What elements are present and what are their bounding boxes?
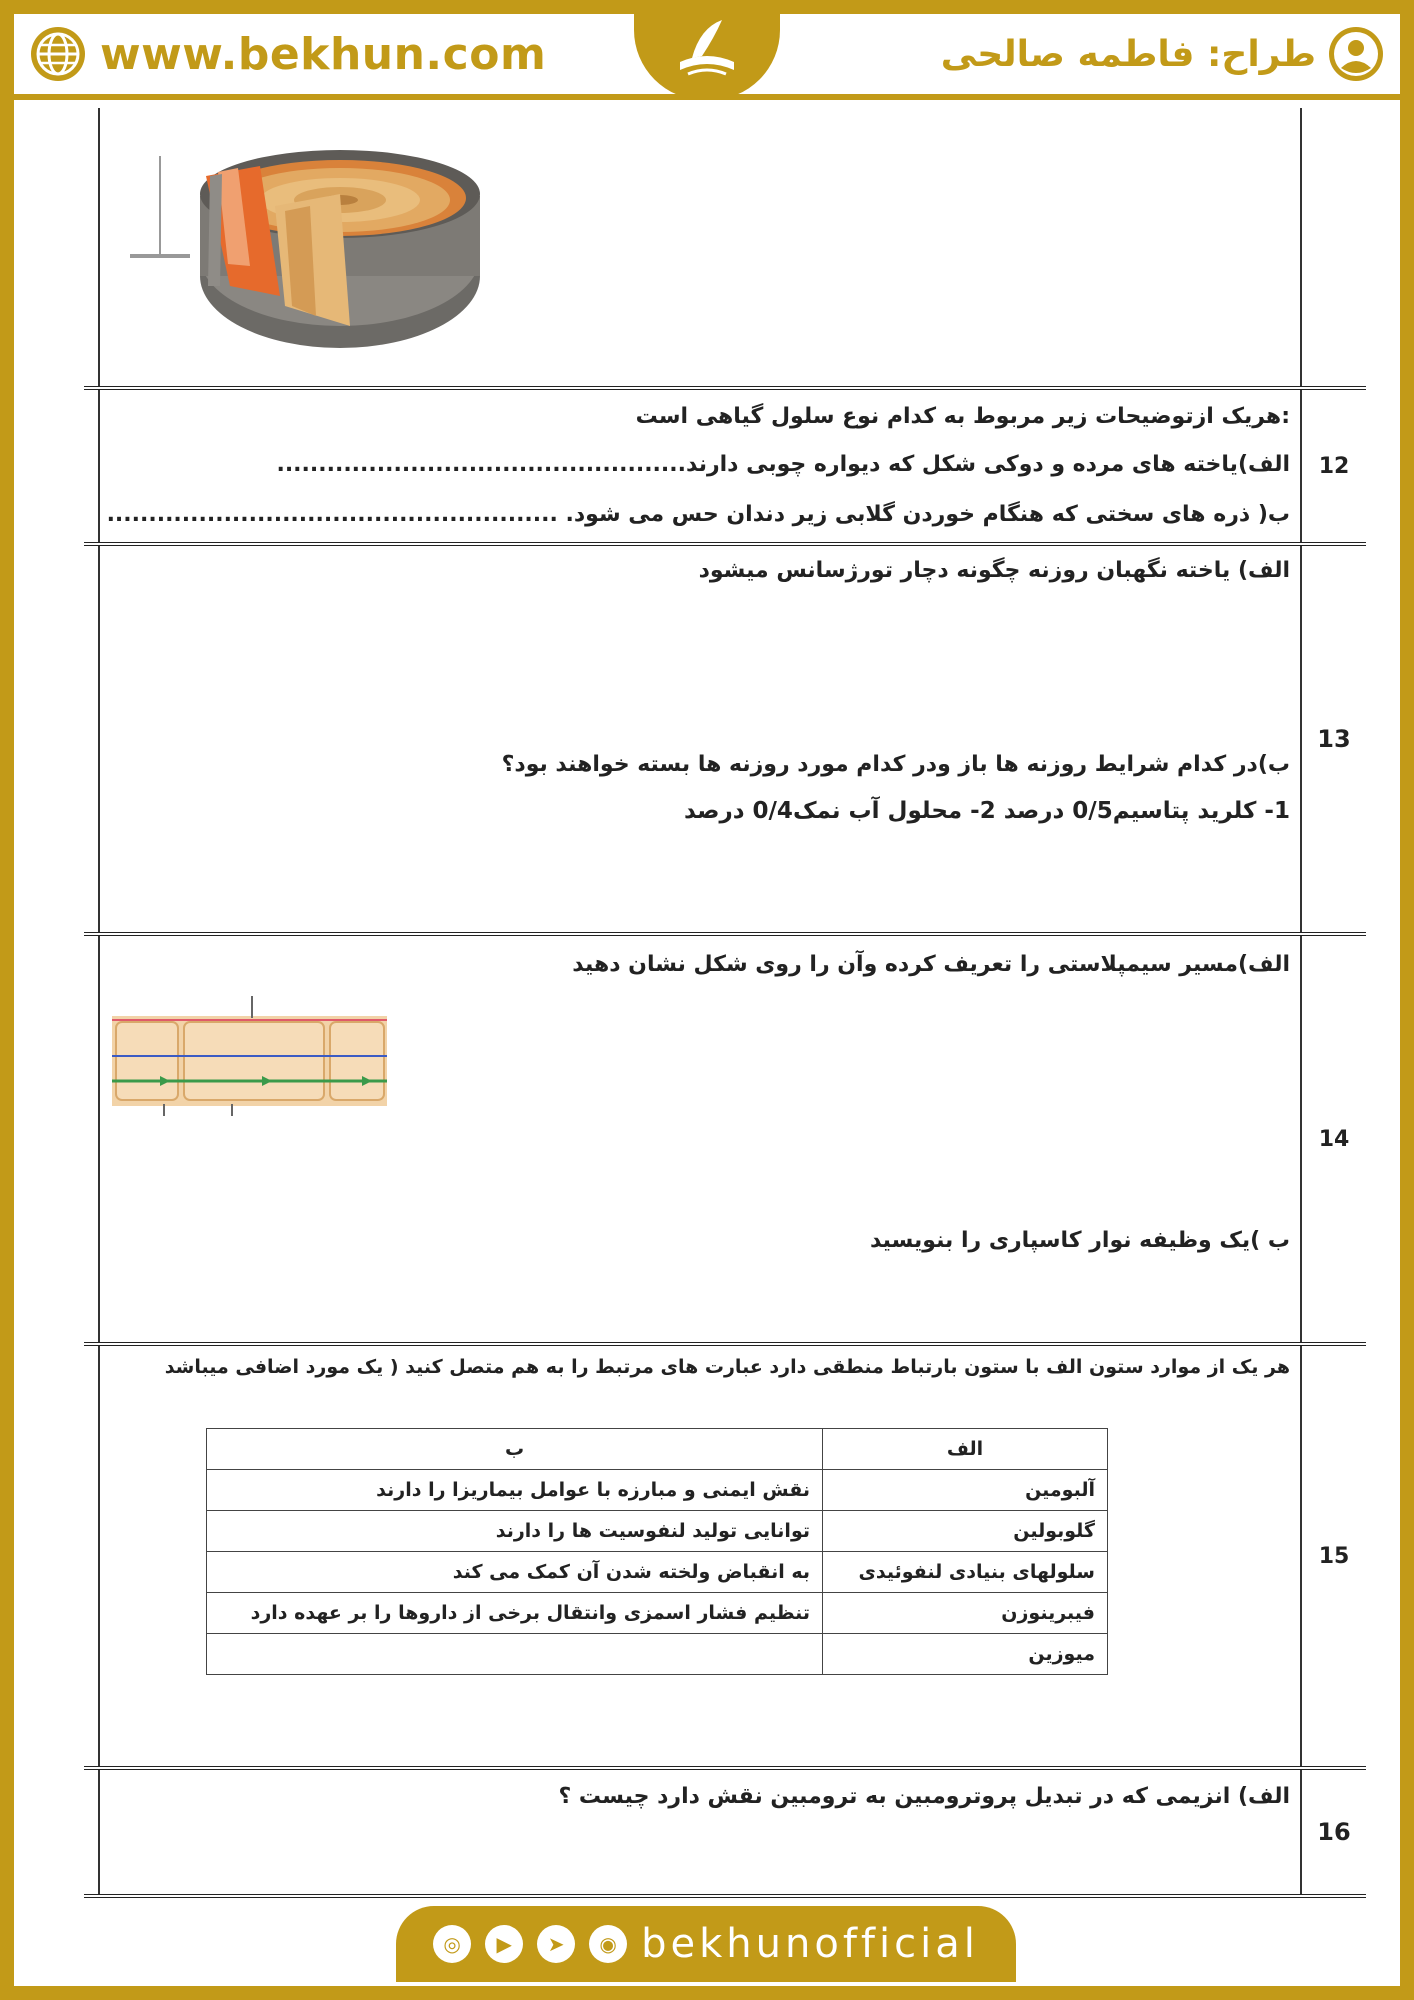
header-bar bbox=[14, 14, 1400, 100]
column-b-cell: توانایی تولید لنفوسیت ها را دارند bbox=[207, 1511, 823, 1552]
telegram-icon[interactable]: ➤ bbox=[537, 1925, 575, 1963]
question-15-row bbox=[84, 1346, 1366, 1770]
book-pen-logo-icon bbox=[662, 10, 752, 90]
table-row bbox=[207, 1511, 1108, 1552]
instagram-icon[interactable]: ◎ bbox=[433, 1925, 471, 1963]
question-16-content bbox=[98, 1770, 1302, 1894]
table-row bbox=[207, 1470, 1108, 1511]
author-name: طراح: فاطمه صالحی bbox=[940, 33, 1316, 75]
question-14-content bbox=[98, 936, 1302, 1342]
question-13-solutions: 1- کلرید پتاسیم0/5 درصد 2- محلول آب نمک0/4 درصد bbox=[683, 798, 1290, 824]
site-url[interactable]: www.bekhun.com bbox=[100, 28, 547, 80]
youtube-icon[interactable]: ▶ bbox=[485, 1925, 523, 1963]
author-block bbox=[941, 24, 1386, 84]
question-12-row bbox=[84, 390, 1366, 546]
question-12-number: 12 bbox=[1300, 390, 1366, 542]
column-a-cell: گلوبولین bbox=[823, 1511, 1108, 1552]
question-15-content bbox=[98, 1346, 1302, 1766]
question-13-content bbox=[98, 546, 1302, 932]
question-11-content bbox=[98, 108, 1302, 386]
table-row bbox=[207, 1634, 1108, 1675]
question-16-number: 16 bbox=[1300, 1770, 1366, 1894]
question-16-part-a: الف) انزیمی که در تبدیل پروترومبین به ترومبین نقش دارد چیست ؟ bbox=[558, 1784, 1290, 1809]
column-a-cell: میوزین bbox=[823, 1634, 1108, 1675]
social-handle[interactable]: bekhunofficial bbox=[641, 1921, 979, 1967]
column-a-cell: آلبومین bbox=[823, 1470, 1108, 1511]
column-b-cell: تنظیم فشار اسمزی وانتقال برخی از داروها را بر عهده دارد bbox=[207, 1593, 823, 1634]
user-icon bbox=[1326, 24, 1386, 84]
column-a-cell: سلولهای بنیادی لنفوئیدی bbox=[823, 1552, 1108, 1593]
tree-trunk-cross-section-image bbox=[110, 136, 490, 366]
site-link[interactable] bbox=[28, 24, 546, 84]
column-b-header: ب bbox=[207, 1429, 823, 1470]
question-14-number: 14 bbox=[1300, 936, 1366, 1342]
globe-icon bbox=[28, 24, 88, 84]
table-header-row bbox=[207, 1429, 1108, 1470]
column-b-cell: نقش ایمنی و مبارزه با عوامل بیماریزا را دارند bbox=[207, 1470, 823, 1511]
social-footer bbox=[396, 1906, 1016, 1982]
question-15-prompt: هر یک از موارد ستون الف با ستون بارتباط منطقی دارد عبارت های مرتبط را به هم متصل کنید ( یک مورد اضافی میباشد bbox=[164, 1356, 1290, 1378]
question-16-row bbox=[84, 1770, 1366, 1898]
column-a-cell: فیبرینوزن bbox=[823, 1593, 1108, 1634]
question-12-part-a: الف)یاخته های مرده و دوکی شکل که دیواره چوبی دارند................................................. bbox=[276, 452, 1290, 477]
brand-logo bbox=[634, 0, 780, 100]
question-14-part-a: الف)مسیر سیمپلاستی را تعریف کرده وآن را روی شکل نشان دهید bbox=[572, 952, 1290, 977]
question-11-number-cell bbox=[1300, 108, 1366, 386]
symplast-pathway-diagram bbox=[112, 996, 392, 1116]
question-15-number: 15 bbox=[1300, 1346, 1366, 1766]
question-12-part-b: ب( ذره های سختی که هنگام خوردن گلابی زیر دندان حس می شود. ...................................................... bbox=[106, 502, 1290, 527]
exam-page bbox=[14, 14, 1400, 1986]
aparat-icon[interactable]: ◉ bbox=[589, 1925, 627, 1963]
column-a-header: الف bbox=[823, 1429, 1108, 1470]
question-14-row bbox=[84, 936, 1366, 1346]
question-12-prompt: :هریک ازتوضیحات زیر مربوط به کدام نوع سلول گیاهی است bbox=[635, 404, 1290, 429]
table-row bbox=[207, 1552, 1108, 1593]
question-13-number: 13 bbox=[1300, 546, 1366, 932]
question-14-part-b: ب )یک وظیفه نوار کاسپاری را بنویسید bbox=[869, 1228, 1290, 1253]
column-b-cell: به انقباض ولخته شدن آن کمک می کند bbox=[207, 1552, 823, 1593]
column-b-cell bbox=[207, 1634, 823, 1675]
question-11-continuation bbox=[84, 108, 1366, 390]
question-12-content bbox=[98, 390, 1302, 542]
matching-table bbox=[206, 1428, 1108, 1675]
question-13-part-b: ب)در کدام شرایط روزنه ها باز ودر کدام مورد روزنه ها بسته خواهند بود؟ bbox=[501, 752, 1290, 777]
question-13-part-a: الف) یاخته نگهبان روزنه چگونه دچار تورژسانس میشود bbox=[698, 558, 1290, 583]
table-row bbox=[207, 1593, 1108, 1634]
question-13-row bbox=[84, 546, 1366, 936]
